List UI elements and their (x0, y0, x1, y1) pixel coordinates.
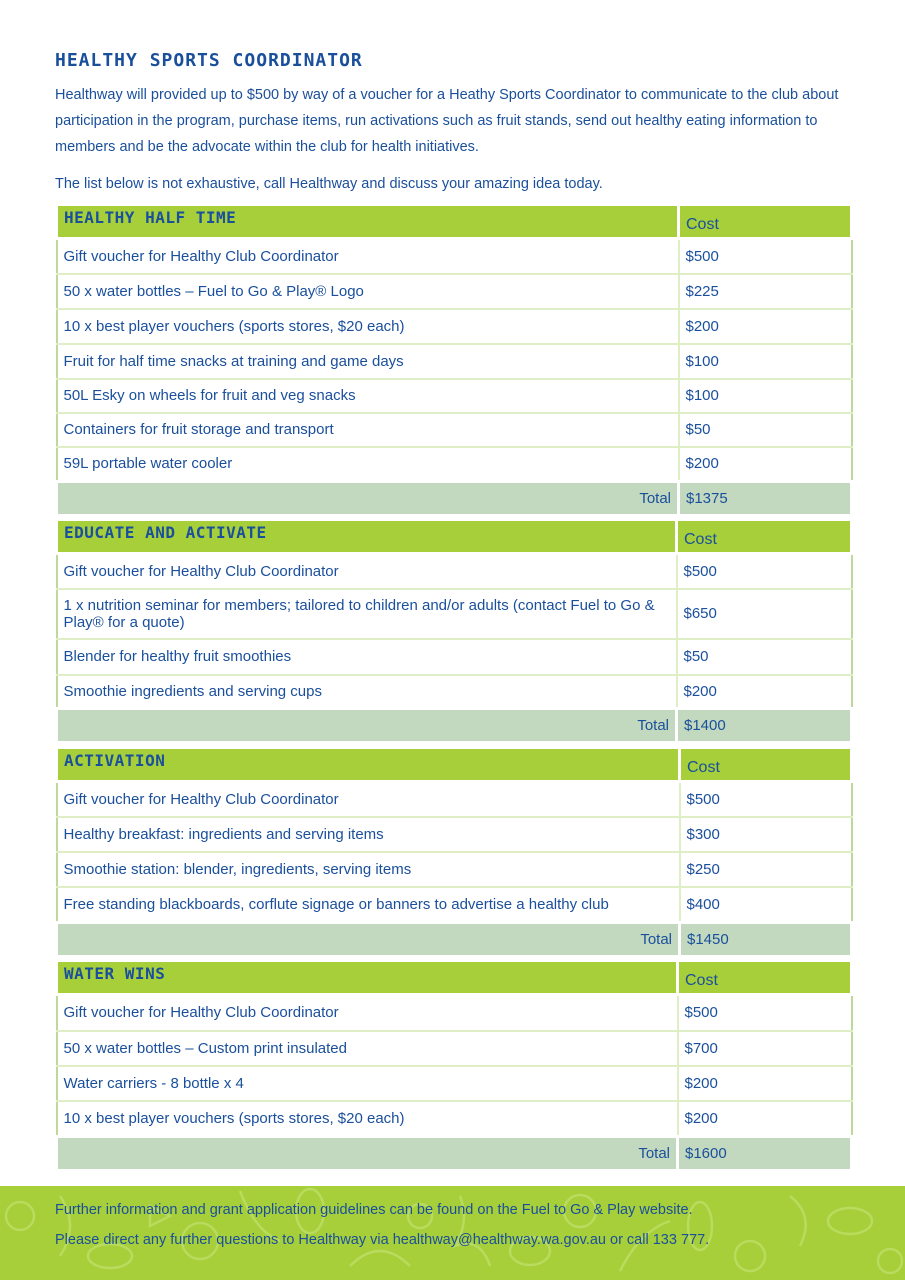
cost-cell: $250 (680, 852, 852, 887)
total-value: $1450 (680, 923, 852, 957)
item-cell: 50 x water bottles – Fuel to Go & Play® Logo (57, 274, 679, 309)
item-cell: 10 x best player vouchers (sports stores, $20 each) (57, 1101, 678, 1137)
cost-cell: $400 (680, 887, 852, 923)
cost-cell: $200 (678, 1101, 852, 1137)
total-label: Total (57, 1137, 678, 1171)
table-row (57, 1066, 852, 1101)
item-cell: Gift voucher for Healthy Club Coordinator (57, 782, 680, 817)
table-row (57, 887, 852, 923)
cost-cell: $200 (678, 1066, 852, 1101)
cost-table-water-wins (55, 959, 853, 1172)
cost-cell: $50 (677, 639, 852, 675)
cost-column-header: Cost (680, 748, 852, 782)
cost-cell: $300 (680, 817, 852, 852)
table-row (57, 1031, 852, 1066)
cost-cell: $50 (679, 413, 852, 447)
table-row (57, 413, 852, 447)
cost-cell: $200 (677, 675, 852, 709)
item-cell: Smoothie ingredients and serving cups (57, 675, 677, 709)
cost-cell: $500 (678, 995, 852, 1031)
cost-table-activation (55, 746, 853, 958)
table-row (57, 852, 852, 887)
item-cell: Smoothie station: blender, ingredients, serving items (57, 852, 680, 887)
total-value: $1400 (677, 709, 852, 743)
total-label: Total (57, 923, 680, 957)
table-row (57, 344, 852, 379)
table-row (57, 447, 852, 482)
total-row (57, 482, 852, 516)
item-cell: Containers for fruit storage and transport (57, 413, 679, 447)
item-cell: 59L portable water cooler (57, 447, 679, 482)
table-header-row (57, 520, 852, 554)
table-row (57, 554, 852, 589)
cost-cell: $700 (678, 1031, 852, 1066)
cost-cell: $650 (677, 589, 852, 639)
item-cell: 50L Esky on wheels for fruit and veg snacks (57, 379, 679, 413)
cost-column-header: Cost (678, 961, 852, 995)
table-row (57, 239, 852, 274)
page-title: HEALTHY SPORTS COORDINATOR (55, 50, 363, 71)
table-title: ACTIVATION (57, 748, 680, 782)
table-row (57, 1101, 852, 1137)
item-cell: 50 x water bottles – Custom print insulated (57, 1031, 678, 1066)
total-row (57, 923, 852, 957)
footer-band (0, 1186, 905, 1280)
item-cell: 10 x best player vouchers (sports stores, $20 each) (57, 309, 679, 344)
item-cell: Free standing blackboards, corflute signage or banners to advertise a healthy club (57, 887, 680, 923)
item-cell: Gift voucher for Healthy Club Coordinator (57, 554, 677, 589)
table-row (57, 782, 852, 817)
table-row (57, 639, 852, 675)
table-header-row (57, 205, 852, 239)
item-cell: 1 x nutrition seminar for members; tailored to children and/or adults (contact Fuel to Go & Play® for a quote) (57, 589, 677, 639)
cost-column-header: Cost (679, 205, 852, 239)
total-value: $1600 (678, 1137, 852, 1171)
table-title: WATER WINS (57, 961, 678, 995)
note-paragraph: The list below is not exhaustive, call Healthway and discuss your amazing idea today. (55, 176, 603, 192)
total-row (57, 709, 852, 743)
table-row (57, 589, 852, 639)
footer-line-1: Further information and grant application guidelines can be found on the Fuel to Go & Play website. (55, 1202, 693, 1218)
cost-cell: $100 (679, 344, 852, 379)
item-cell: Gift voucher for Healthy Club Coordinator (57, 995, 678, 1031)
item-cell: Healthy breakfast: ingredients and serving items (57, 817, 680, 852)
item-cell: Blender for healthy fruit smoothies (57, 639, 677, 675)
total-value: $1375 (679, 482, 852, 516)
total-label: Total (57, 709, 677, 743)
cost-cell: $500 (679, 239, 852, 274)
table-row (57, 817, 852, 852)
item-cell: Water carriers - 8 bottle x 4 (57, 1066, 678, 1101)
cost-cell: $500 (677, 554, 852, 589)
cost-table-educate-and-activate (55, 518, 853, 744)
cost-cell: $500 (680, 782, 852, 817)
table-row (57, 379, 852, 413)
table-row (57, 274, 852, 309)
cost-cell: $200 (679, 447, 852, 482)
cost-table-healthy-half-time (55, 203, 853, 517)
table-title: HEALTHY HALF TIME (57, 205, 679, 239)
table-header-row (57, 961, 852, 995)
total-row (57, 1137, 852, 1171)
cost-column-header: Cost (677, 520, 852, 554)
cost-cell: $100 (679, 379, 852, 413)
table-row (57, 675, 852, 709)
total-label: Total (57, 482, 679, 516)
table-row (57, 995, 852, 1031)
item-cell: Fruit for half time snacks at training and game days (57, 344, 679, 379)
cost-cell: $225 (679, 274, 852, 309)
intro-paragraph: Healthway will provided up to $500 by way of a voucher for a Heathy Sports Coordinator to communicate to the club about participation in the program, purchase items, run activations such as fruit stands, send out healthy eating information to members and be the advocate within the club for health initiatives. (55, 87, 839, 155)
table-title: EDUCATE AND ACTIVATE (57, 520, 677, 554)
item-cell: Gift voucher for Healthy Club Coordinator (57, 239, 679, 274)
table-row (57, 309, 852, 344)
table-header-row (57, 748, 852, 782)
cost-cell: $200 (679, 309, 852, 344)
footer-line-2: Please direct any further questions to Healthway via healthway@healthway.wa.gov.au or call 133 777. (55, 1232, 710, 1248)
